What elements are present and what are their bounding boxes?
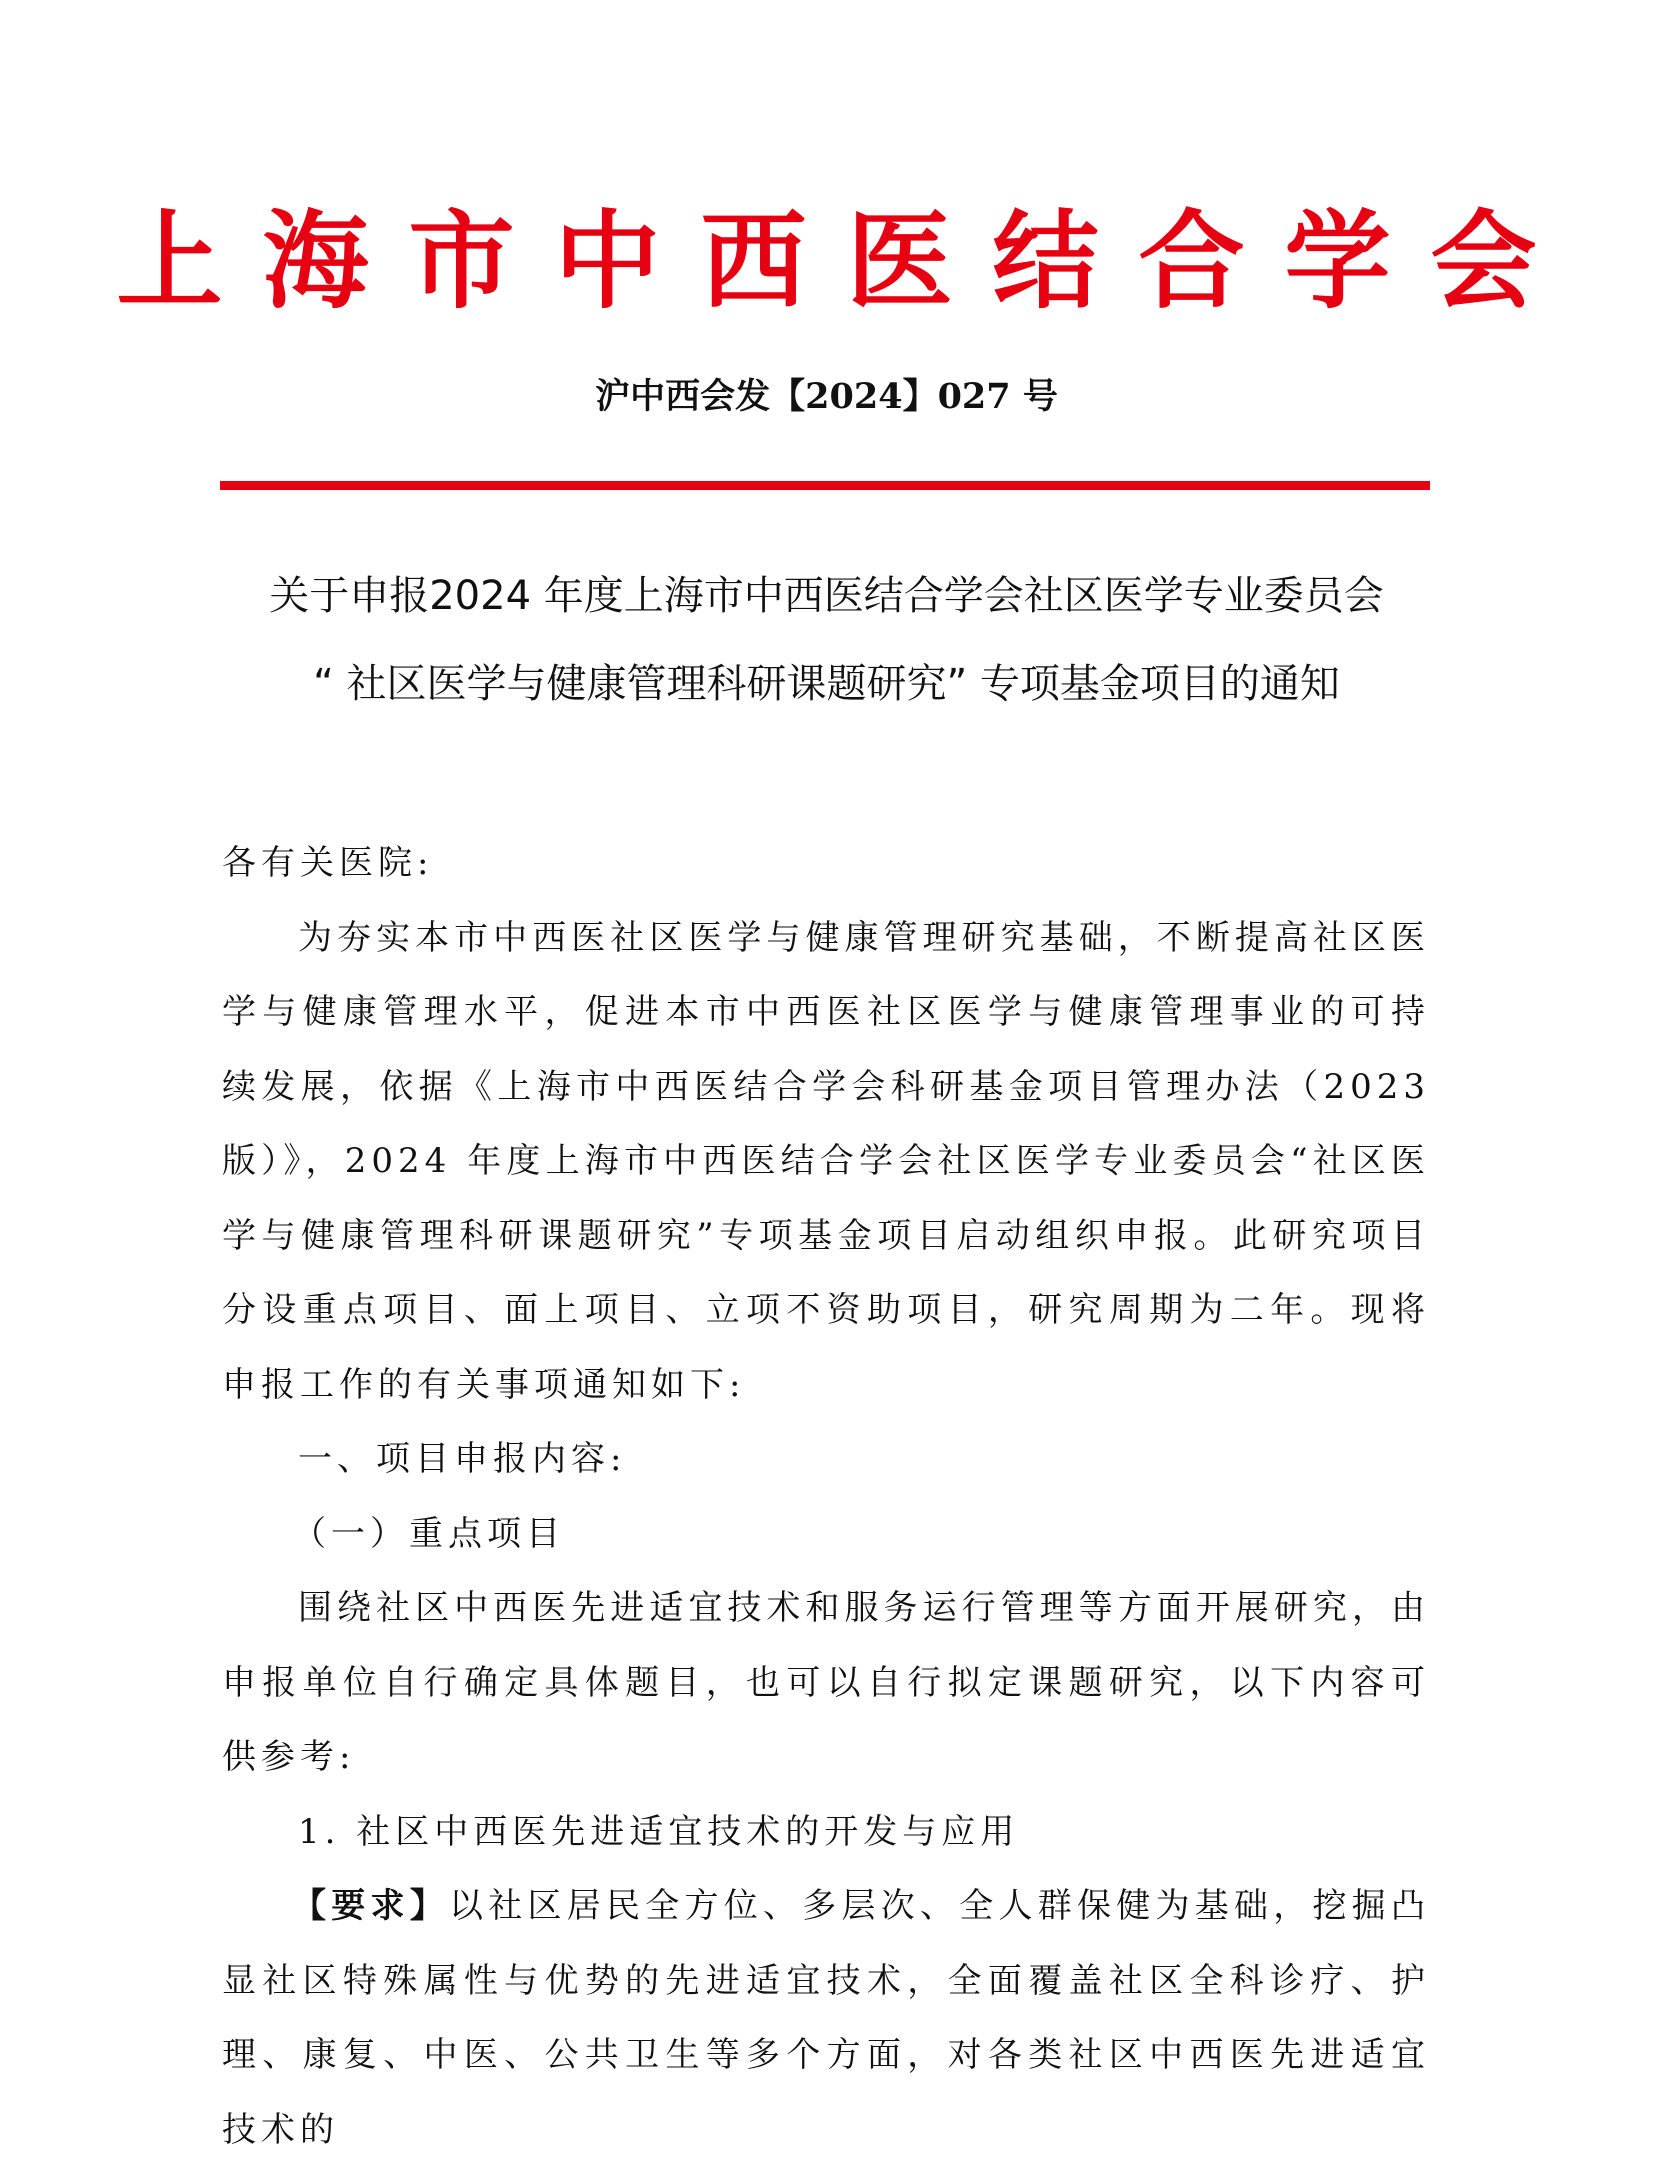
item-requirement-paragraph xyxy=(222,1869,1430,2167)
document-number: 沪中西会发【2024】027 号 xyxy=(595,376,1058,417)
organization-title: 上海市中西医结合学会 xyxy=(116,198,1577,323)
salutation: 各有关医院: xyxy=(222,843,434,883)
requirement-label: 【要求】 xyxy=(292,1886,449,1926)
subsection-heading-key-projects: （一）重点项目 xyxy=(292,1513,565,1554)
item-heading-technology: 1. 社区中西医先进适宜技术的开发与应用 xyxy=(298,1811,1020,1852)
requirement-text: 以社区居民全方位、多层次、全人群保健为基础，挖掘凸显社区特殊属性与优势的先进适宜技术，全面覆盖社区全科诊疗、护理、康复、中医、公共卫生等多个方面，对各类社区中西医先进适宜技术的 xyxy=(222,1886,1430,2150)
document-body xyxy=(222,826,1430,2167)
key-projects-paragraph: 围绕社区中西医先进适宜技术和服务运行管理等方面开展研究，由申报单位自行确定具体题目，也可以自行拟定课题研究，以下内容可供参考: xyxy=(222,1588,1430,1777)
notice-title-line-1: 关于申报2024 年度上海市中西医结合学会社区医学专业委员会 xyxy=(269,573,1384,619)
red-divider-rule xyxy=(220,481,1430,490)
intro-paragraph: 为夯实本市中西医社区医学与健康管理研究基础，不断提高社区医学与健康管理水平，促进本市中西医社区医学与健康管理事业的可持续发展，依据《上海市中西医结合学会科研基金项目管理办法（2023 版）》，2024 年度上海市中西医结合学会社区医学专业委员会“社区医学与健康管理科研课题研究”专项基金项目启动组织申报。此研究项目分设重点项目、面上项目、立项不资助项目，研究周期为二年。现将申报工作的有关事项通知如下: xyxy=(222,917,1430,1405)
section-heading-project-content: 一、项目申报内容: xyxy=(298,1439,627,1479)
notice-title-line-2: “ 社区医学与健康管理科研课题研究” 专项基金项目的通知 xyxy=(313,661,1340,707)
